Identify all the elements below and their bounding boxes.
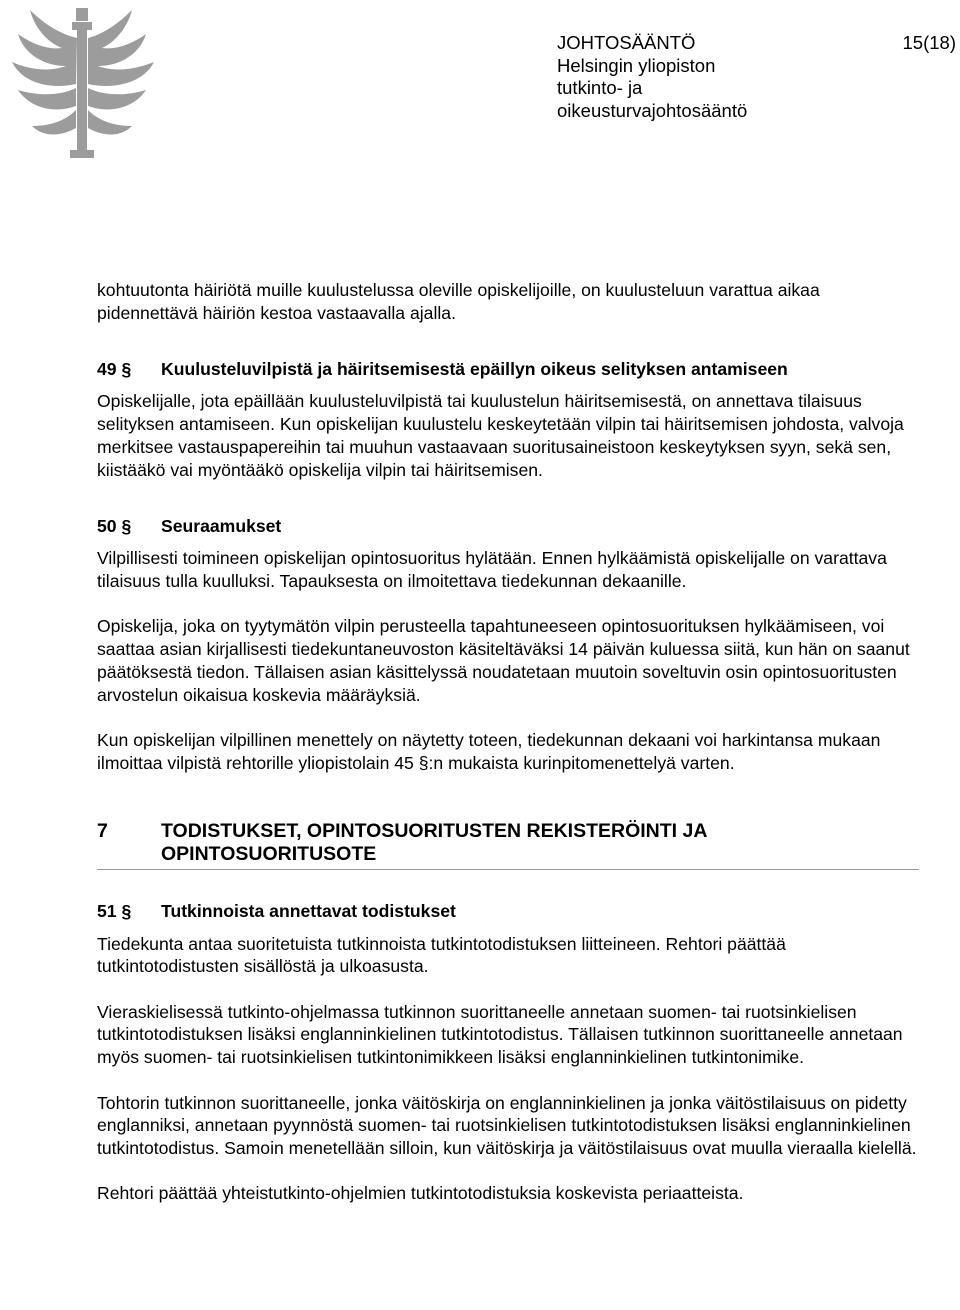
section-number: 51 §	[97, 900, 132, 921]
section-50-paragraph-2: Opiskelija, joka on tyytymätön vilpin perusteella tapahtuneeseen opintosuorituksen hylkäämiseen, voi saattaa asian kirjallisesti tiedekuntaneuvoston käsiteltäväksi 14 päivän kuluessa siitä, kun hän on saanut päätöksestä tiedon. Tällaisen asian käsittelyssä noudatetaan muutoin soveltuvin osin opintosuoritusten arvostelun oikaisua koskevia määräyksiä.	[97, 616, 910, 705]
section-number: 50 §	[97, 515, 132, 536]
section-title: Kuulusteluvilpistä ja häiritsemisestä epäillyn oikeus selityksen antamiseen	[161, 358, 788, 379]
chapter-number: 7	[97, 819, 108, 842]
section-title: Tutkinnoista annettavat todistukset	[161, 900, 456, 921]
document-header	[557, 32, 747, 122]
section-51-paragraph-4: Rehtori päättää yhteistutkinto-ohjelmien tutkintotodistuksia koskevista periaatteista.	[97, 1183, 744, 1204]
chapter-7-heading	[97, 820, 919, 870]
section-51-heading	[97, 900, 919, 923]
section-49-paragraph-1: Opiskelijalle, jota epäillään kuulusteluvilpistä tai kuulustelun häiritsemisestä, on annettava tilaisuus selityksen antamiseen. Kun opiskelijan kuulustelu keskeytetään vilpin tai häiritsemisen johdosta, valvoja merkitsee vastauspapereihin tai muuhun vastaavaan suoritusaineistoon keskeytyksen syyn, sekä sen, kiistääkö vai myöntääkö opiskelija vilpin tai häiritsemisen.	[97, 391, 904, 480]
section-51-paragraph-3: Tohtorin tutkinnon suorittaneelle, jonka väitöskirja on englanninkielinen ja jonka väitöstilaisuus on pidetty englanniksi, annetaan pyynnöstä suomen- tai ruotsinkielisen tutkintotodistuksen lisäksi englanninkielinen tutkintotodistus. Samoin menetellään silloin, kun väitöskirja ja väitöstilaisuus ovat muulla vieraalla kielellä.	[97, 1092, 917, 1159]
organization-name: Helsingin yliopiston	[557, 54, 716, 76]
section-50-paragraph-1: Vilpillisesti toimineen opiskelijan opintosuoritus hylätään. Ennen hylkäämistä opiskelijalle on varattava tilaisuus tulla kuulluksi. Tapauksesta on ilmoitettava tiedekunnan dekaanille.	[97, 548, 887, 592]
section-number: 49 §	[97, 358, 132, 379]
regulation-name-line1: tutkinto- ja	[557, 77, 643, 98]
section-title: Seuraamukset	[161, 515, 282, 536]
regulation-name-line2: oikeusturvajohtosääntö	[557, 99, 748, 121]
section-49-heading	[97, 358, 919, 381]
section-51-paragraph-1: Tiedekunta antaa suoritetuista tutkinnoista tutkintotodistuksen liitteineen. Rehtori päättää tutkintotodistusten sisällöstä ja ulkoasusta.	[97, 933, 786, 977]
intro-paragraph: kohtuutonta häiriötä muille kuulustelussa oleville opiskelijoille, on kuulusteluun varattua aikaa pidennettävä häiriön kestoa vastaavalla ajalla.	[97, 280, 820, 323]
document-title: JOHTOSÄÄNTÖ	[557, 32, 696, 53]
section-51-paragraph-2: Vieraskielisessä tutkinto-ohjelmassa tutkinnon suorittaneelle annetaan suomen- tai ruotsinkielisen tutkintotodistuksen lisäksi englanninkielinen tutkintotodistus. Tällaisen tutkinnon suorittaneelle annetaan myös suomen- tai ruotsinkielisen tutkintonimikkeen lisäksi englanninkielinen tutkintonimike.	[97, 1001, 903, 1068]
section-50-paragraph-3: Kun opiskelijan vilpillinen menettely on näytetty toteen, tiedekunnan dekaani voi harkintansa mukaan ilmoittaa vilpistä rehtorille yliopistolain 45 §:n mukaista kurinpitomenettelyä varten.	[97, 730, 881, 773]
chapter-title: TODISTUKSET, OPINTOSUORITUSTEN REKISTERÖINTI JA OPINTOSUORITUSOTE	[161, 819, 707, 865]
university-flame-logo-icon	[4, 4, 164, 164]
page-number: 15(18)	[902, 32, 956, 53]
document-body	[97, 279, 919, 1205]
section-50-heading	[97, 515, 919, 538]
